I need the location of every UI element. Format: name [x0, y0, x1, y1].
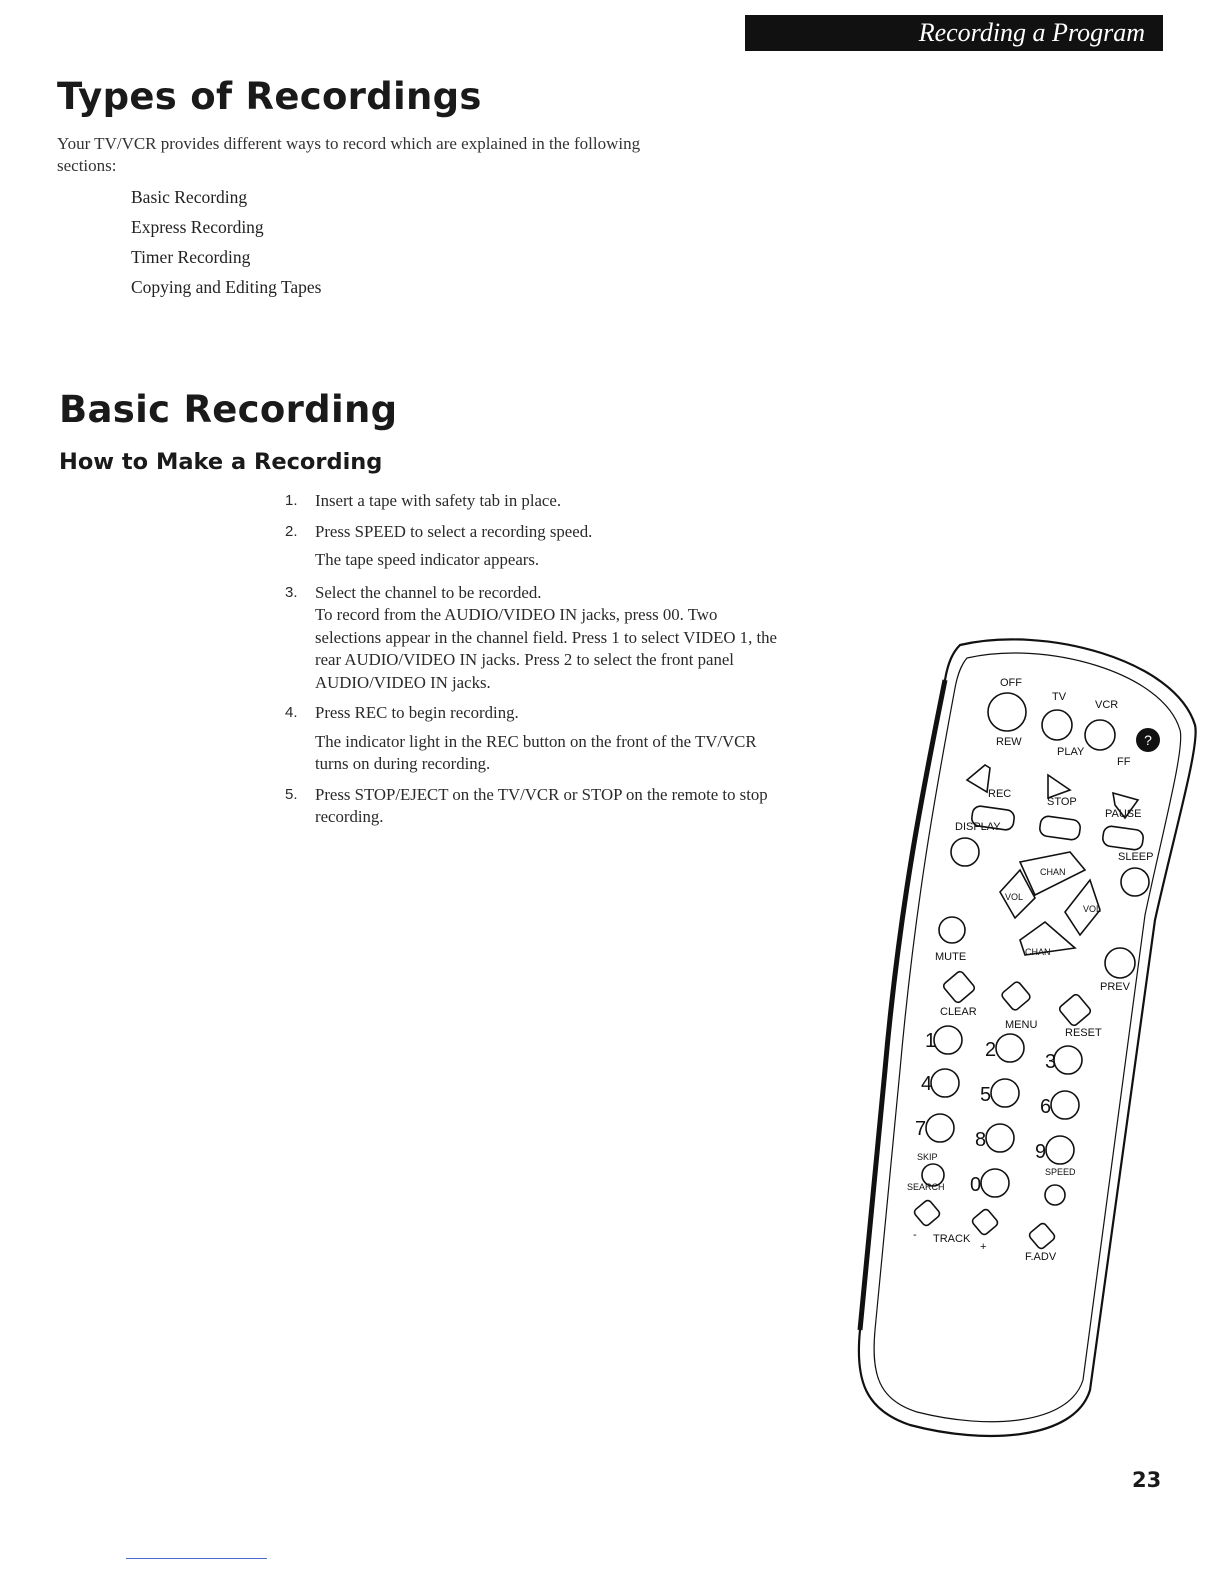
- ff-label: FF: [1117, 756, 1131, 768]
- step-text: Press STOP/EJECT on the TV/VCR or STOP on the remote to stop recording.: [315, 784, 768, 826]
- track-plus-button: [971, 1208, 999, 1236]
- remote-body-outline: [859, 639, 1196, 1436]
- step-number: 2.: [285, 522, 298, 540]
- digit-8-label: 8: [975, 1129, 987, 1151]
- types-list: [131, 182, 321, 302]
- stop-button: [1039, 815, 1081, 840]
- step-item: [285, 490, 785, 513]
- clear-label: CLEAR: [940, 1006, 977, 1018]
- sleep-label: SLEEP: [1118, 851, 1154, 863]
- digit-9-button: [1046, 1136, 1074, 1164]
- types-heading: Types of Recordings: [57, 75, 482, 118]
- types-list-item: Basic Recording: [131, 187, 248, 207]
- digit-3-button: [1054, 1046, 1082, 1074]
- how-to-heading: How to Make a Recording: [59, 449, 383, 475]
- tv-label: TV: [1052, 691, 1067, 703]
- clear-button: [942, 970, 976, 1004]
- step-item: [285, 784, 785, 829]
- rec-label: REC: [988, 788, 1012, 800]
- prev-button: [1105, 948, 1135, 978]
- track-label: TRACK: [933, 1233, 971, 1245]
- section-header-title: Recording a Program: [918, 18, 1145, 47]
- speed-label: SPEED: [1045, 1167, 1076, 1177]
- mute-button: [939, 917, 965, 943]
- digit-6-button: [1051, 1091, 1079, 1119]
- pause-label: PAUSE: [1105, 808, 1142, 820]
- fadv-button: [1028, 1222, 1056, 1250]
- step-text: Insert a tape with safety tab in place.: [315, 491, 562, 510]
- digit-7-button: [926, 1114, 954, 1142]
- sleep-button: [1121, 868, 1149, 896]
- track-minus-label: -: [913, 1229, 917, 1241]
- step-note: To record from the AUDIO/VIDEO IN jacks, press 00. Two selections appear in the channel field. Press 1 to select VIDEO 1, the rear AUDIO/VIDEO IN jacks. Press 2 to select the front panel AUDIO/VIDEO IN jacks.: [315, 605, 777, 692]
- reset-button: [1058, 993, 1092, 1027]
- vcr-label: VCR: [1095, 699, 1119, 711]
- types-list-item: Copying and Editing Tapes: [131, 277, 322, 297]
- basic-recording-heading: Basic Recording: [59, 388, 398, 431]
- display-label: DISPLAY: [955, 821, 1001, 833]
- mute-label: MUTE: [935, 951, 967, 963]
- digit-2-label: 2: [985, 1039, 997, 1061]
- digit-6-label: 6: [1040, 1096, 1052, 1118]
- step-note: The indicator light in the REC button on the front of the TV/VCR turns on during recording.: [315, 731, 757, 773]
- types-list-item: Express Recording: [131, 217, 264, 237]
- off-label: OFF: [1000, 677, 1022, 689]
- search-label: SEARCH: [907, 1182, 945, 1192]
- footer-rule: [126, 1558, 267, 1559]
- skip-label: SKIP: [917, 1152, 938, 1162]
- step-item: [285, 702, 785, 776]
- stop-label: STOP: [1047, 796, 1077, 808]
- chan-down-label: CHAN: [1025, 947, 1051, 957]
- remote-body-inner: [874, 653, 1181, 1422]
- digit-5-label: 5: [980, 1084, 992, 1106]
- rew-label: REW: [996, 736, 1022, 748]
- step-item: [285, 582, 785, 695]
- page-number: 23: [1132, 1468, 1162, 1492]
- fadv-label: F.ADV: [1025, 1251, 1057, 1263]
- rew-button: [967, 765, 990, 792]
- prev-label: PREV: [1100, 981, 1130, 993]
- types-intro: Your TV/VCR provides different ways to record which are explained in the following sections:: [57, 134, 641, 175]
- vol-right-label: VOL: [1083, 904, 1102, 914]
- digit-1-label: 1: [925, 1030, 937, 1052]
- digit-8-button: [986, 1124, 1014, 1152]
- digit-5-button: [991, 1079, 1019, 1107]
- chan-up-label: CHAN: [1040, 867, 1066, 877]
- menu-label: MENU: [1005, 1019, 1038, 1031]
- pause-button: [1102, 825, 1144, 850]
- track-plus-label: +: [980, 1241, 987, 1253]
- digit-1-button: [934, 1026, 962, 1054]
- vol-left-label: VOL: [1005, 892, 1024, 902]
- tv-power-icon-glyph: ?: [1144, 732, 1152, 748]
- step-number: 5.: [285, 785, 298, 803]
- step-number: 1.: [285, 492, 298, 509]
- types-list-item: Timer Recording: [131, 247, 251, 267]
- step-note: The tape speed indicator appears.: [315, 550, 540, 569]
- reset-label: RESET: [1065, 1027, 1102, 1039]
- step-text: Press SPEED to select a recording speed.: [315, 521, 593, 541]
- off-button: [988, 693, 1026, 731]
- display-button: [951, 838, 979, 866]
- play-button: [1048, 775, 1070, 798]
- tv-button: [1042, 710, 1072, 740]
- digit-3-label: 3: [1045, 1051, 1057, 1073]
- speed-button: [1045, 1185, 1065, 1205]
- step-text: Select the channel to be recorded.: [315, 582, 542, 602]
- section-header-bar: [745, 15, 1163, 51]
- menu-button: [1001, 981, 1032, 1012]
- remote-control-illustration: [855, 630, 1200, 1450]
- digit-4-button: [931, 1069, 959, 1097]
- recording-steps: [285, 490, 785, 837]
- digit-0-label: 0: [970, 1174, 982, 1196]
- digit-4-label: 4: [921, 1073, 933, 1095]
- digit-0-button: [981, 1169, 1009, 1197]
- play-label: PLAY: [1057, 746, 1085, 758]
- vcr-button: [1085, 720, 1115, 750]
- step-number: 4.: [285, 704, 298, 721]
- step-item: [285, 521, 785, 572]
- digit-9-label: 9: [1035, 1141, 1047, 1163]
- step-text: Press REC to begin recording.: [315, 703, 519, 722]
- step-number: 3.: [285, 583, 298, 601]
- track-minus-button: [913, 1199, 941, 1227]
- digit-7-label: 7: [915, 1118, 927, 1140]
- digit-2-button: [996, 1034, 1024, 1062]
